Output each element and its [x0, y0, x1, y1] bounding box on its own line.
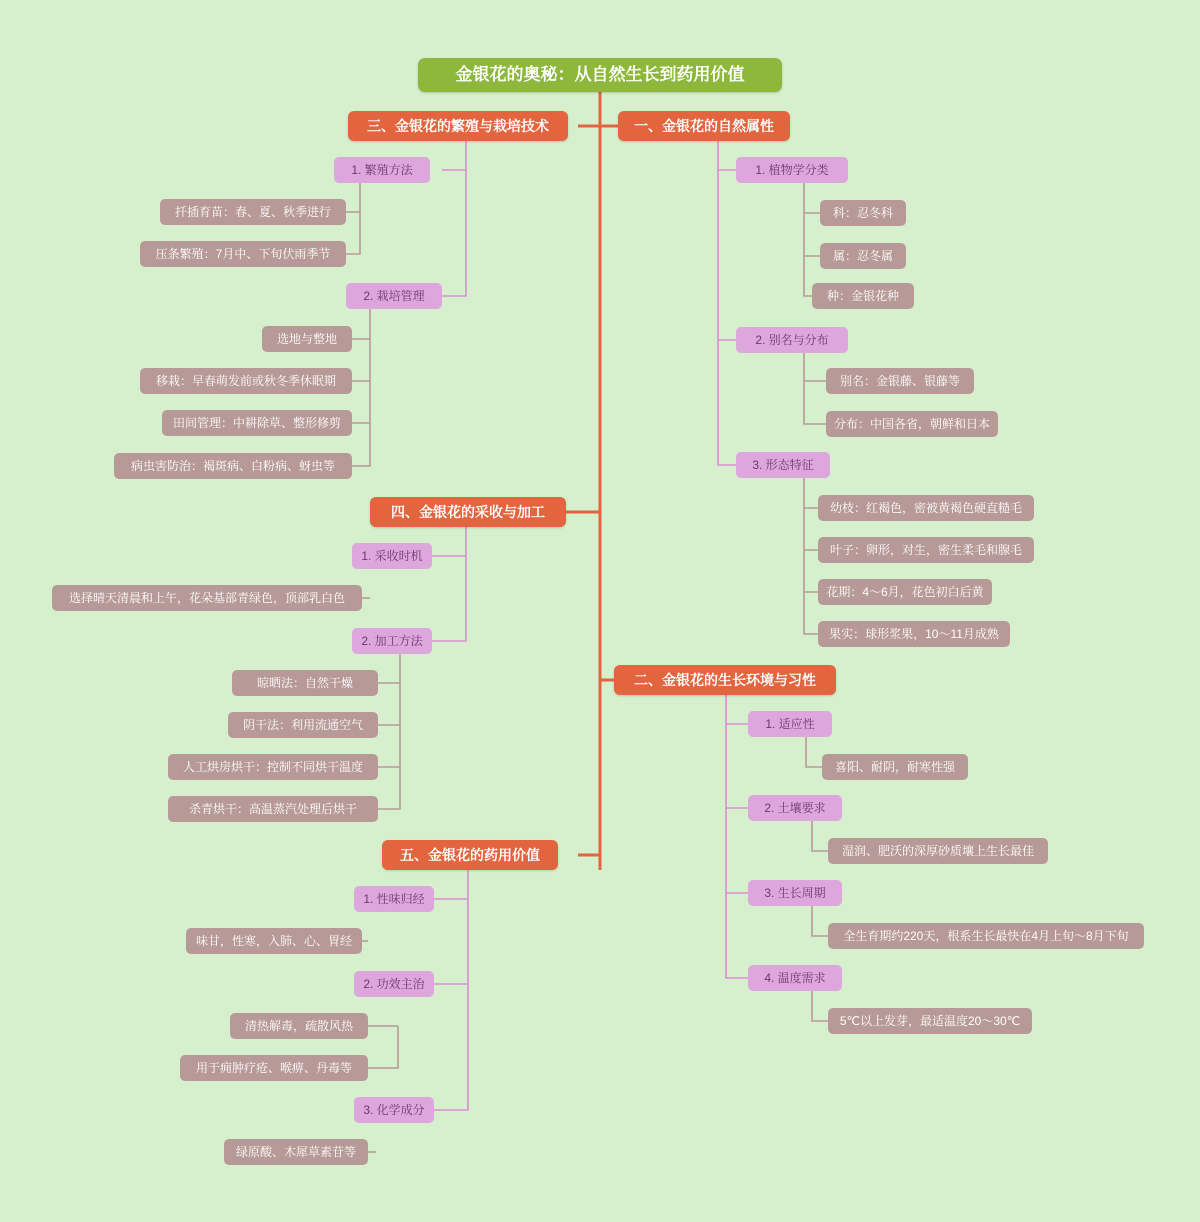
sub-node-5-3[interactable]: 3. 化学成分: [354, 1097, 434, 1123]
leaf-node-5-2-2[interactable]: 用于痈肿疗疮、喉痹、丹毒等: [180, 1055, 368, 1081]
leaf-node-2-4-1[interactable]: 5℃以上发芽，最适温度20～30℃: [828, 1008, 1032, 1034]
leaf-node-4-2-4[interactable]: 杀青烘干：高温蒸汽处理后烘干: [168, 796, 378, 822]
root-node[interactable]: 金银花的奥秘：从自然生长到药用价值: [418, 58, 782, 92]
sub-node-2-3[interactable]: 3. 生长周期: [748, 880, 842, 906]
leaf-node-3-1-1[interactable]: 扦插育苗：春、夏、秋季进行: [160, 199, 346, 225]
leaf-node-5-3-1[interactable]: 绿原酸、木犀草素苷等: [224, 1139, 368, 1165]
leaf-node-1-1-3[interactable]: 种：金银花种: [812, 283, 914, 309]
leaf-node-4-2-2[interactable]: 阴干法：利用流通空气: [228, 712, 378, 738]
leaf-node-1-1-2[interactable]: 属：忍冬属: [820, 243, 906, 269]
leaf-node-3-2-3[interactable]: 田间管理：中耕除草、整形修剪: [162, 410, 352, 436]
leaf-node-2-1-1[interactable]: 喜阳、耐阴，耐寒性强: [822, 754, 968, 780]
leaf-node-3-2-4[interactable]: 病虫害防治：褐斑病、白粉病、蚜虫等: [114, 453, 352, 479]
leaf-node-1-3-2[interactable]: 叶子：卵形，对生，密生柔毛和腺毛: [818, 537, 1034, 563]
sub-node-4-2[interactable]: 2. 加工方法: [352, 628, 432, 654]
sub-node-2-4[interactable]: 4. 温度需求: [748, 965, 842, 991]
leaf-node-5-2-1[interactable]: 清热解毒，疏散风热: [230, 1013, 368, 1039]
sub-node-4-1[interactable]: 1. 采收时机: [352, 543, 432, 569]
leaf-node-3-2-2[interactable]: 移栽：早春萌发前或秋冬季休眠期: [140, 368, 352, 394]
leaf-node-4-1-1[interactable]: 选择晴天清晨和上午，花朵基部青绿色，顶部乳白色: [52, 585, 362, 611]
branch-node-1[interactable]: 一、金银花的自然属性: [618, 111, 790, 141]
sub-node-3-1[interactable]: 1. 繁殖方法: [334, 157, 430, 183]
leaf-node-2-2-1[interactable]: 湿润、肥沃的深厚砂质壤上生长最佳: [828, 838, 1048, 864]
leaf-node-1-3-3[interactable]: 花期：4～6月，花色初白后黄: [818, 579, 992, 605]
sub-node-1-3[interactable]: 3. 形态特征: [736, 452, 830, 478]
leaf-node-5-1-1[interactable]: 味甘，性寒，入肺、心、胃经: [186, 928, 362, 954]
sub-node-3-2[interactable]: 2. 栽培管理: [346, 283, 442, 309]
leaf-node-1-3-1[interactable]: 幼枝：红褐色，密被黄褐色硬直糙毛: [818, 495, 1034, 521]
sub-node-1-1[interactable]: 1. 植物学分类: [736, 157, 848, 183]
branch-node-2[interactable]: 二、金银花的生长环境与习性: [614, 665, 836, 695]
leaf-node-4-2-3[interactable]: 人工烘房烘干：控制不同烘干温度: [168, 754, 378, 780]
branch-node-3[interactable]: 三、金银花的繁殖与栽培技术: [348, 111, 568, 141]
leaf-node-3-2-1[interactable]: 选地与整地: [262, 326, 352, 352]
leaf-node-2-3-1[interactable]: 全生育期约220天，根系生长最快在4月上旬～8月下旬: [828, 923, 1144, 949]
branch-node-5[interactable]: 五、金银花的药用价值: [382, 840, 558, 870]
sub-node-5-1[interactable]: 1. 性味归经: [354, 886, 434, 912]
leaf-node-1-2-2[interactable]: 分布：中国各省，朝鲜和日本: [826, 411, 998, 437]
branch-node-4[interactable]: 四、金银花的采收与加工: [370, 497, 566, 527]
sub-node-2-2[interactable]: 2. 土壤要求: [748, 795, 842, 821]
leaf-node-1-2-1[interactable]: 别名：金银藤、银藤等: [826, 368, 974, 394]
leaf-node-4-2-1[interactable]: 晾晒法：自然干燥: [232, 670, 378, 696]
sub-node-1-2[interactable]: 2. 别名与分布: [736, 327, 848, 353]
leaf-node-1-1-1[interactable]: 科：忍冬科: [820, 200, 906, 226]
leaf-node-3-1-2[interactable]: 压条繁殖：7月中、下旬伏雨季节: [140, 241, 346, 267]
sub-node-2-1[interactable]: 1. 适应性: [748, 711, 832, 737]
sub-node-5-2[interactable]: 2. 功效主治: [354, 971, 434, 997]
leaf-node-1-3-4[interactable]: 果实：球形浆果，10～11月成熟: [818, 621, 1010, 647]
